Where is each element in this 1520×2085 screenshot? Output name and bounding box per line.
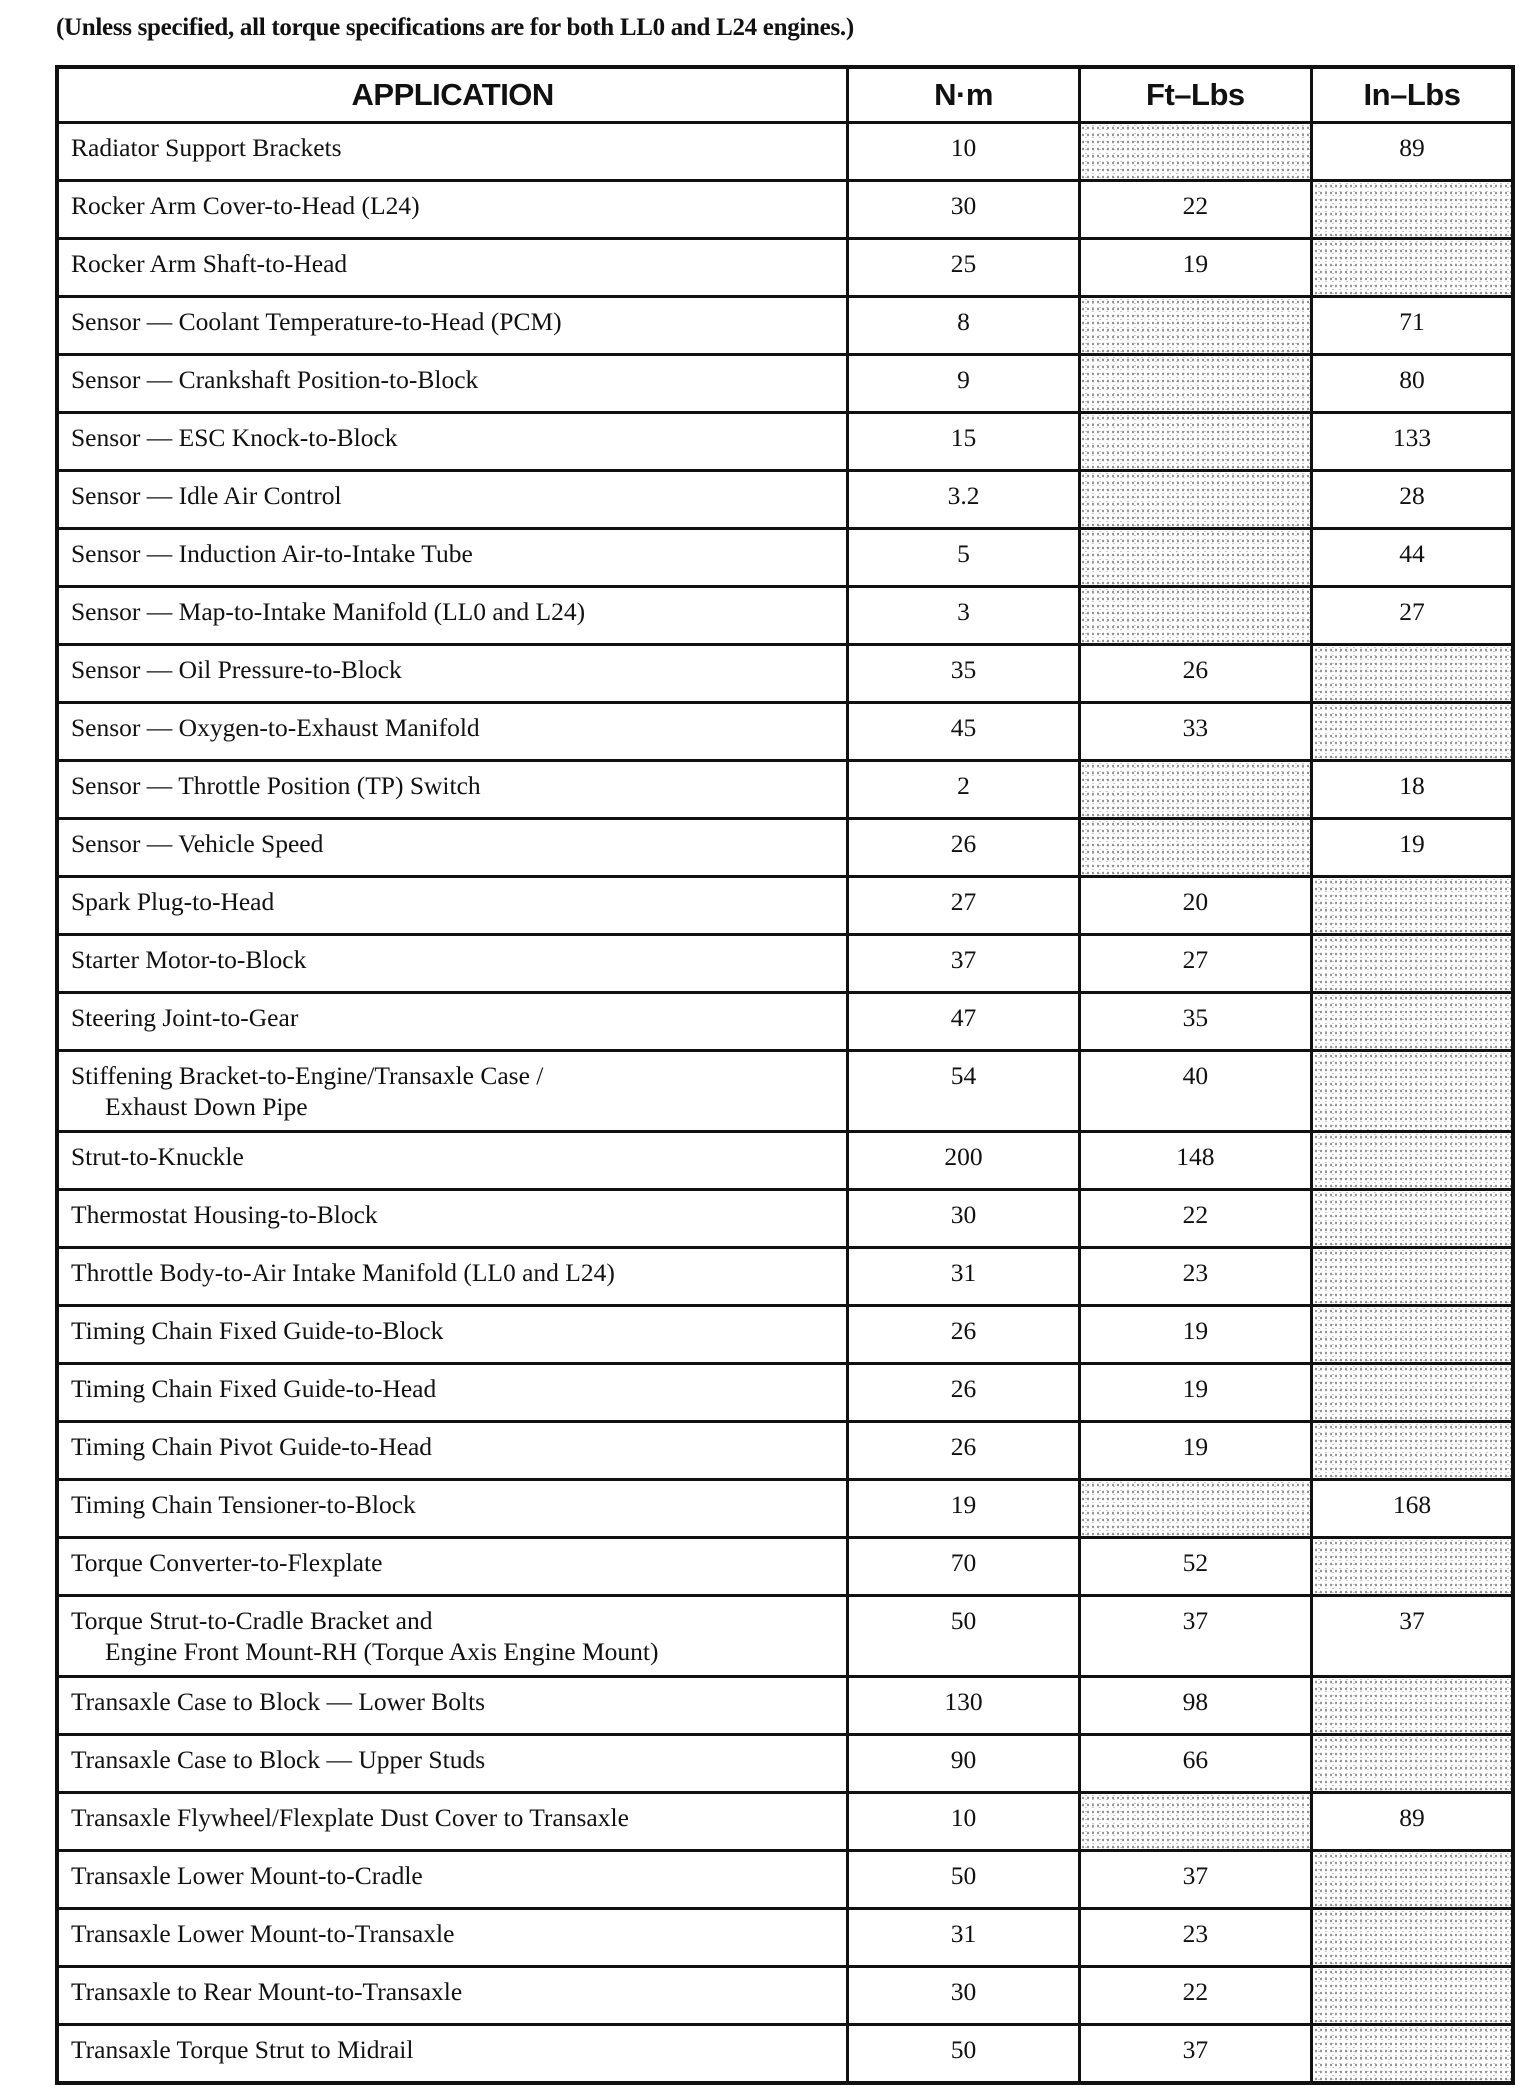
in-lbs-blank-cell <box>1312 1735 1513 1793</box>
nm-cell: 2 <box>848 761 1079 819</box>
table-row <box>57 1480 1513 1538</box>
header-nm: N·m <box>848 67 1079 123</box>
application-cell <box>57 413 848 471</box>
application-text: Sensor — Crankshaft Position-to-Block <box>71 365 479 394</box>
ft-lbs-cell: 37 <box>1079 1851 1311 1909</box>
ft-lbs-cell: 40 <box>1079 1051 1311 1132</box>
in-lbs-blank-cell <box>1312 1422 1513 1480</box>
in-lbs-cell: 44 <box>1312 529 1513 587</box>
table-header-row <box>57 67 1513 123</box>
application-cell <box>57 1480 848 1538</box>
nm-cell: 15 <box>848 413 1079 471</box>
in-lbs-blank-cell <box>1312 1851 1513 1909</box>
table-row <box>57 761 1513 819</box>
ft-lbs-blank-cell <box>1079 1793 1311 1851</box>
table-row <box>57 1248 1513 1306</box>
application-text: Throttle Body-to-Air Intake Manifold (LL0 and L24) <box>71 1258 615 1287</box>
in-lbs-cell: 19 <box>1312 819 1513 877</box>
in-lbs-blank-cell <box>1312 1132 1513 1190</box>
application-cell <box>57 1132 848 1190</box>
application-text-line2: Engine Front Mount-RH (Torque Axis Engine Mount) <box>105 1637 659 1666</box>
table-row <box>57 877 1513 935</box>
in-lbs-cell: 89 <box>1312 123 1513 181</box>
application-text: Timing Chain Tensioner-to-Block <box>71 1490 416 1519</box>
ft-lbs-blank-cell <box>1079 529 1311 587</box>
ft-lbs-cell: 37 <box>1079 1596 1311 1677</box>
ft-lbs-cell: 23 <box>1079 1248 1311 1306</box>
application-cell <box>57 1051 848 1132</box>
nm-cell: 31 <box>848 1909 1079 1967</box>
in-lbs-blank-cell <box>1312 2025 1513 2084</box>
application-cell <box>57 529 848 587</box>
in-lbs-blank-cell <box>1312 645 1513 703</box>
ft-lbs-cell: 22 <box>1079 181 1311 239</box>
nm-cell: 37 <box>848 935 1079 993</box>
nm-cell: 19 <box>848 1480 1079 1538</box>
application-text-line2: Exhaust Down Pipe <box>105 1092 308 1121</box>
ft-lbs-cell: 19 <box>1079 1364 1311 1422</box>
table-row <box>57 645 1513 703</box>
nm-cell: 26 <box>848 1306 1079 1364</box>
ft-lbs-cell: 148 <box>1079 1132 1311 1190</box>
nm-cell: 50 <box>848 1596 1079 1677</box>
table-row <box>57 181 1513 239</box>
ft-lbs-cell: 98 <box>1079 1677 1311 1735</box>
application-text: Steering Joint-to-Gear <box>71 1003 299 1032</box>
application-cell <box>57 877 848 935</box>
application-text: Torque Strut-to-Cradle Bracket and <box>71 1606 433 1635</box>
ft-lbs-cell: 26 <box>1079 645 1311 703</box>
table-row <box>57 1967 1513 2025</box>
table-row <box>57 1793 1513 1851</box>
application-text: Stiffening Bracket-to-Engine/Transaxle Case / <box>71 1061 544 1090</box>
nm-cell: 3.2 <box>848 471 1079 529</box>
in-lbs-blank-cell <box>1312 1677 1513 1735</box>
ft-lbs-cell: 23 <box>1079 1909 1311 1967</box>
application-text: Radiator Support Brackets <box>71 133 342 162</box>
nm-cell: 35 <box>848 645 1079 703</box>
in-lbs-blank-cell <box>1312 1051 1513 1132</box>
table-body <box>57 123 1513 2084</box>
application-cell <box>57 1967 848 2025</box>
application-text: Rocker Arm Cover-to-Head (L24) <box>71 191 420 220</box>
nm-cell: 26 <box>848 1364 1079 1422</box>
application-text: Transaxle Case to Block — Lower Bolts <box>71 1687 486 1716</box>
in-lbs-blank-cell <box>1312 703 1513 761</box>
table-row <box>57 1306 1513 1364</box>
table-row <box>57 587 1513 645</box>
engine-applicability-note: (Unless specified, all torque specifications are for both LL0 and L24 engines.) <box>56 14 854 41</box>
application-cell <box>57 1306 848 1364</box>
table-row <box>57 1851 1513 1909</box>
application-cell <box>57 703 848 761</box>
application-text: Timing Chain Fixed Guide-to-Head <box>71 1374 437 1403</box>
nm-cell: 10 <box>848 1793 1079 1851</box>
ft-lbs-blank-cell <box>1079 413 1311 471</box>
table-row <box>57 1132 1513 1190</box>
table-row <box>57 123 1513 181</box>
application-cell <box>57 1851 848 1909</box>
in-lbs-cell: 27 <box>1312 587 1513 645</box>
nm-cell: 8 <box>848 297 1079 355</box>
application-cell <box>57 1538 848 1596</box>
table-row <box>57 1735 1513 1793</box>
application-cell <box>57 297 848 355</box>
ft-lbs-cell: 27 <box>1079 935 1311 993</box>
nm-cell: 5 <box>848 529 1079 587</box>
table-row <box>57 413 1513 471</box>
table-row <box>57 993 1513 1051</box>
application-cell <box>57 471 848 529</box>
ft-lbs-cell: 35 <box>1079 993 1311 1051</box>
ft-lbs-cell: 22 <box>1079 1190 1311 1248</box>
application-text: Transaxle Torque Strut to Midrail <box>71 2035 414 2064</box>
application-text: Timing Chain Pivot Guide-to-Head <box>71 1432 433 1461</box>
nm-cell: 31 <box>848 1248 1079 1306</box>
in-lbs-cell: 71 <box>1312 297 1513 355</box>
table-row <box>57 1538 1513 1596</box>
in-lbs-cell: 37 <box>1312 1596 1513 1677</box>
table-row <box>57 355 1513 413</box>
application-cell <box>57 1735 848 1793</box>
application-cell <box>57 1422 848 1480</box>
application-cell <box>57 645 848 703</box>
table-row <box>57 239 1513 297</box>
application-text: Transaxle Flywheel/Flexplate Dust Cover to Transaxle <box>71 1803 629 1832</box>
application-text: Sensor — Throttle Position (TP) Switch <box>71 771 481 800</box>
application-cell <box>57 587 848 645</box>
in-lbs-blank-cell <box>1312 877 1513 935</box>
application-text: Spark Plug-to-Head <box>71 887 275 916</box>
application-cell <box>57 123 848 181</box>
application-text: Starter Motor-to-Block <box>71 945 307 974</box>
nm-cell: 25 <box>848 239 1079 297</box>
ft-lbs-cell: 66 <box>1079 1735 1311 1793</box>
application-cell <box>57 1909 848 1967</box>
in-lbs-cell: 80 <box>1312 355 1513 413</box>
in-lbs-blank-cell <box>1312 1364 1513 1422</box>
nm-cell: 54 <box>848 1051 1079 1132</box>
application-cell <box>57 1793 848 1851</box>
in-lbs-cell: 133 <box>1312 413 1513 471</box>
table-row <box>57 819 1513 877</box>
application-cell <box>57 935 848 993</box>
table-row <box>57 1909 1513 1967</box>
table-row <box>57 1051 1513 1132</box>
ft-lbs-cell: 19 <box>1079 1306 1311 1364</box>
in-lbs-blank-cell <box>1312 181 1513 239</box>
ft-lbs-blank-cell <box>1079 471 1311 529</box>
application-text: Timing Chain Fixed Guide-to-Block <box>71 1316 444 1345</box>
ft-lbs-cell: 19 <box>1079 239 1311 297</box>
application-cell <box>57 761 848 819</box>
in-lbs-blank-cell <box>1312 935 1513 993</box>
in-lbs-blank-cell <box>1312 1190 1513 1248</box>
ft-lbs-blank-cell <box>1079 761 1311 819</box>
ft-lbs-cell: 19 <box>1079 1422 1311 1480</box>
ft-lbs-blank-cell <box>1079 587 1311 645</box>
application-text: Torque Converter-to-Flexplate <box>71 1548 383 1577</box>
application-cell <box>57 1248 848 1306</box>
application-cell <box>57 819 848 877</box>
application-cell <box>57 993 848 1051</box>
application-cell <box>57 181 848 239</box>
table-row <box>57 1190 1513 1248</box>
application-text: Sensor — ESC Knock-to-Block <box>71 423 398 452</box>
header-in-lbs: In–Lbs <box>1312 67 1513 123</box>
nm-cell: 47 <box>848 993 1079 1051</box>
in-lbs-blank-cell <box>1312 1967 1513 2025</box>
ft-lbs-cell: 52 <box>1079 1538 1311 1596</box>
nm-cell: 30 <box>848 181 1079 239</box>
ft-lbs-blank-cell <box>1079 1480 1311 1538</box>
in-lbs-blank-cell <box>1312 1538 1513 1596</box>
application-text: Transaxle Lower Mount-to-Cradle <box>71 1861 423 1890</box>
application-text: Sensor — Induction Air-to-Intake Tube <box>71 539 473 568</box>
table-row <box>57 471 1513 529</box>
nm-cell: 26 <box>848 1422 1079 1480</box>
application-text: Sensor — Oxygen-to-Exhaust Manifold <box>71 713 480 742</box>
ft-lbs-blank-cell <box>1079 123 1311 181</box>
application-cell <box>57 1364 848 1422</box>
in-lbs-cell: 89 <box>1312 1793 1513 1851</box>
ft-lbs-cell: 33 <box>1079 703 1311 761</box>
application-cell <box>57 355 848 413</box>
nm-cell: 30 <box>848 1967 1079 2025</box>
in-lbs-cell: 28 <box>1312 471 1513 529</box>
table-row <box>57 529 1513 587</box>
in-lbs-cell: 168 <box>1312 1480 1513 1538</box>
nm-cell: 200 <box>848 1132 1079 1190</box>
nm-cell: 30 <box>848 1190 1079 1248</box>
in-lbs-blank-cell <box>1312 239 1513 297</box>
ft-lbs-blank-cell <box>1079 297 1311 355</box>
application-text: Transaxle Case to Block — Upper Studs <box>71 1745 486 1774</box>
application-cell <box>57 1190 848 1248</box>
application-text: Strut-to-Knuckle <box>71 1142 244 1171</box>
header-application: APPLICATION <box>57 67 848 123</box>
in-lbs-blank-cell <box>1312 1248 1513 1306</box>
ft-lbs-cell: 22 <box>1079 1967 1311 2025</box>
nm-cell: 50 <box>848 1851 1079 1909</box>
nm-cell: 3 <box>848 587 1079 645</box>
table-row <box>57 1364 1513 1422</box>
ft-lbs-blank-cell <box>1079 355 1311 413</box>
nm-cell: 45 <box>848 703 1079 761</box>
torque-specifications-table <box>55 65 1515 2085</box>
application-text: Transaxle Lower Mount-to-Transaxle <box>71 1919 455 1948</box>
application-text: Sensor — Idle Air Control <box>71 481 342 510</box>
nm-cell: 27 <box>848 877 1079 935</box>
nm-cell: 130 <box>848 1677 1079 1735</box>
table-row <box>57 297 1513 355</box>
table-row <box>57 1677 1513 1735</box>
table-row <box>57 1596 1513 1677</box>
table-row <box>57 2025 1513 2084</box>
in-lbs-blank-cell <box>1312 993 1513 1051</box>
nm-cell: 26 <box>848 819 1079 877</box>
in-lbs-cell: 18 <box>1312 761 1513 819</box>
in-lbs-blank-cell <box>1312 1909 1513 1967</box>
nm-cell: 50 <box>848 2025 1079 2084</box>
header-ft-lbs: Ft–Lbs <box>1079 67 1311 123</box>
application-text: Thermostat Housing-to-Block <box>71 1200 378 1229</box>
in-lbs-blank-cell <box>1312 1306 1513 1364</box>
application-text: Rocker Arm Shaft-to-Head <box>71 249 348 278</box>
nm-cell: 9 <box>848 355 1079 413</box>
application-text: Sensor — Coolant Temperature-to-Head (PCM) <box>71 307 562 336</box>
application-text: Transaxle to Rear Mount-to-Transaxle <box>71 1977 463 2006</box>
ft-lbs-cell: 20 <box>1079 877 1311 935</box>
nm-cell: 10 <box>848 123 1079 181</box>
application-cell <box>57 1596 848 1677</box>
application-text: Sensor — Map-to-Intake Manifold (LL0 and L24) <box>71 597 586 626</box>
application-cell <box>57 239 848 297</box>
application-text: Sensor — Vehicle Speed <box>71 829 324 858</box>
nm-cell: 70 <box>848 1538 1079 1596</box>
ft-lbs-cell: 37 <box>1079 2025 1311 2084</box>
nm-cell: 90 <box>848 1735 1079 1793</box>
table-row <box>57 1422 1513 1480</box>
application-cell <box>57 1677 848 1735</box>
table-row <box>57 703 1513 761</box>
application-cell <box>57 2025 848 2084</box>
table-row <box>57 935 1513 993</box>
application-text: Sensor — Oil Pressure-to-Block <box>71 655 402 684</box>
ft-lbs-blank-cell <box>1079 819 1311 877</box>
